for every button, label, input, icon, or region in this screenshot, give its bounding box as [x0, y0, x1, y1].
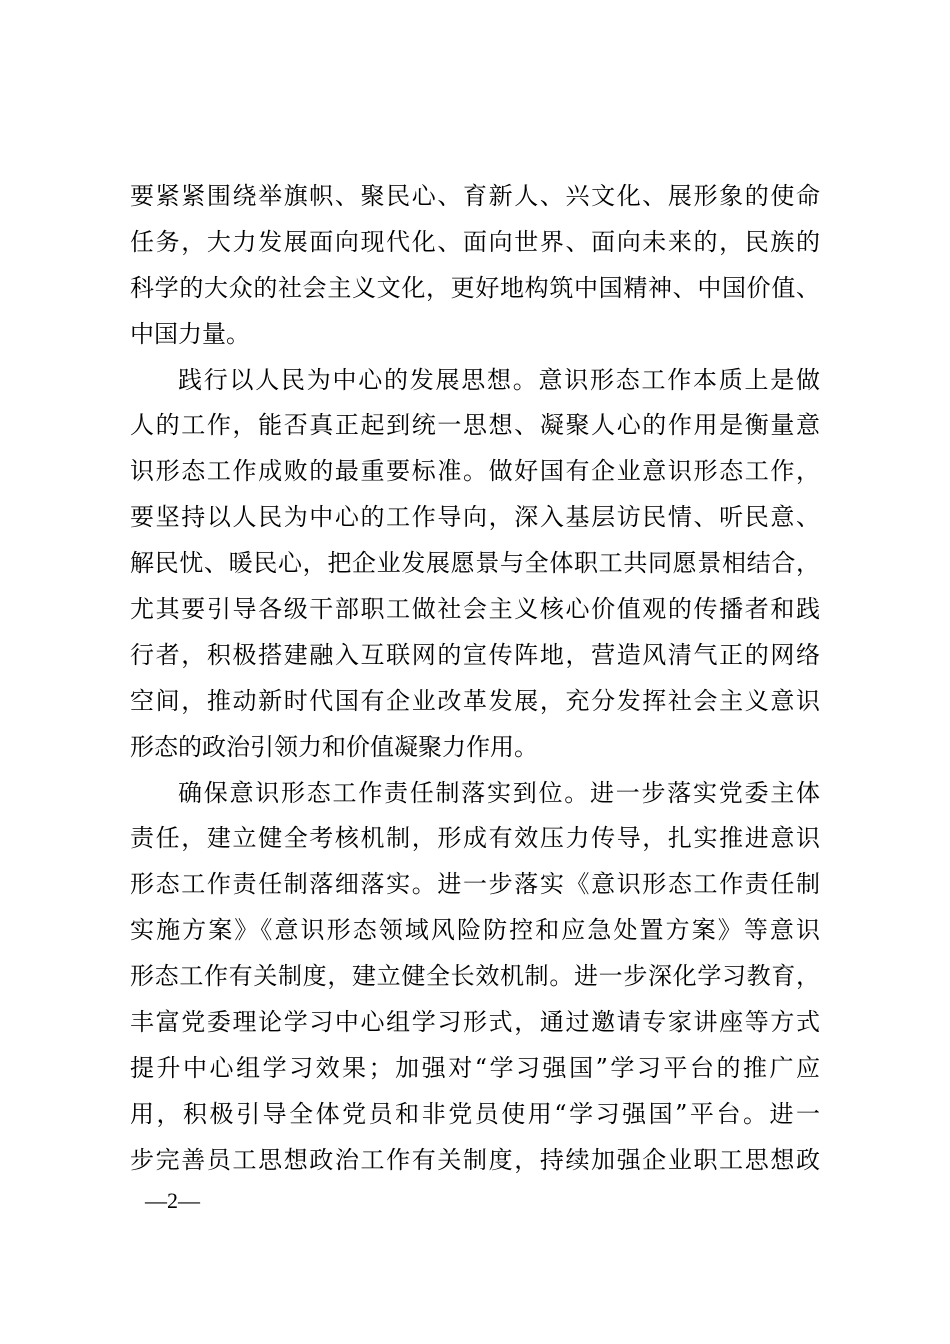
- page-number: —2—: [145, 1188, 200, 1213]
- text-line: 形态的政治引领力和价值凝聚力作用。: [130, 732, 538, 761]
- text-line: 责任，建立健全考核机制，形成有效压力传导，扎实推进意识: [130, 824, 820, 853]
- text-line: 中国力量。: [130, 319, 250, 348]
- text-line: 人的工作，能否真正起到统一思想、凝聚人心的作用是衡量意: [130, 411, 820, 440]
- text-line: 尤其要引导各级干部职工做社会主义核心价值观的传播者和践: [130, 595, 820, 624]
- paragraph: [130, 773, 820, 1186]
- text-line: 解民忧、暖民心，把企业发展愿景与全体职工共同愿景相结合，: [130, 549, 820, 578]
- text-line: 确保意识形态工作责任制落实到位。进一步落实党委主体: [178, 778, 820, 807]
- text-line: 科学的大众的社会主义文化，更好地构筑中国精神、中国价值、: [130, 273, 820, 302]
- text-line: 提升中心组学习效果；加强对“学习强国”学习平台的推广应: [130, 1053, 820, 1082]
- text-line: 实施方案》《意识形态领域风险防控和应急处置方案》等意识: [130, 916, 820, 945]
- document-body: [130, 176, 820, 1186]
- paragraph: [130, 360, 820, 773]
- text-line: 践行以人民为中心的发展思想。意识形态工作本质上是做: [178, 365, 820, 394]
- text-line: 丰富党委理论学习中心组学习形式，通过邀请专家讲座等方式: [130, 1008, 820, 1037]
- text-line: 形态工作有关制度，建立健全长效机制。进一步深化学习教育，: [130, 962, 820, 991]
- text-line: 要坚持以人民为中心的工作导向，深入基层访民情、听民意、: [130, 503, 820, 532]
- text-line: 要紧紧围绕举旗帜、聚民心、育新人、兴文化、展形象的使命: [130, 182, 820, 210]
- text-line: 行者，积极搭建融入互联网的宣传阵地，营造风清气正的网络: [130, 640, 820, 669]
- text-line: 识形态工作成败的最重要标准。做好国有企业意识形态工作，: [130, 457, 820, 486]
- text-line: 步完善员工思想政治工作有关制度，持续加强企业职工思想政: [130, 1145, 820, 1174]
- text-line: 用，积极引导全体党员和非党员使用“学习强国”平台。进一: [130, 1099, 820, 1128]
- paragraph: [130, 176, 820, 360]
- text-line: 空间，推动新时代国有企业改革发展，充分发挥社会主义意识: [130, 686, 820, 715]
- text-line: 形态工作责任制落细落实。进一步落实《意识形态工作责任制: [130, 870, 820, 899]
- text-line: 任务，大力发展面向现代化、面向世界、面向未来的，民族的: [130, 227, 820, 256]
